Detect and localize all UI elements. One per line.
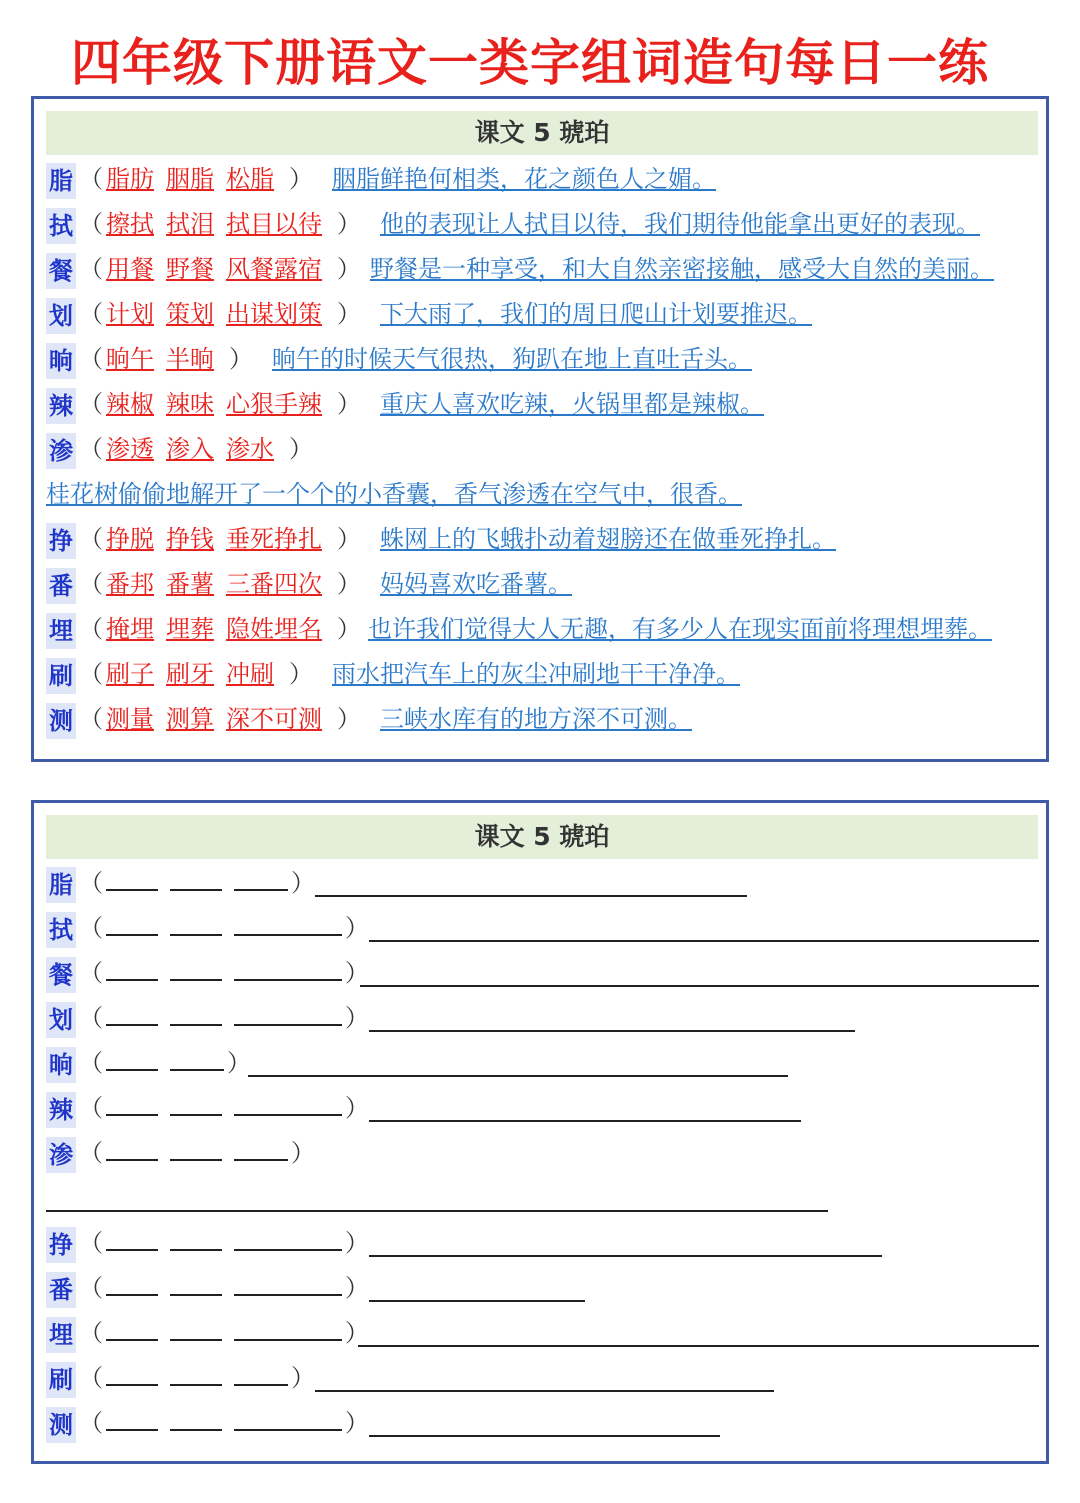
- word-blank[interactable]: [170, 998, 222, 1026]
- entry-row: 番 （ 番邦 番薯 三番四次 ） 妈妈喜欢吃番薯。: [46, 564, 572, 604]
- word-blank[interactable]: [106, 1043, 158, 1071]
- word: 出谋划策: [226, 300, 322, 328]
- practice-row: 辣 （ ）: [46, 1088, 372, 1128]
- word: 冲刷: [226, 660, 274, 688]
- sentence-blank[interactable]: [248, 1075, 788, 1077]
- word-blank[interactable]: [106, 863, 158, 891]
- word: 晌午: [106, 345, 154, 373]
- practice-row: 刷 （ ）: [46, 1358, 318, 1398]
- word: 野餐: [166, 255, 214, 283]
- word-blank[interactable]: [234, 953, 342, 981]
- word: 半晌: [166, 345, 214, 373]
- word: 脂肪: [106, 165, 154, 193]
- sentence-blank[interactable]: [369, 1300, 585, 1302]
- entry-row: 划 （ 计划 策划 出谋划策 ） 下大雨了，我们的周日爬山计划要推迟。: [46, 294, 812, 334]
- entry-char: 埋: [46, 613, 76, 649]
- entry-char: 埋: [46, 1317, 76, 1353]
- word: 番薯: [166, 570, 214, 598]
- sentence-blank[interactable]: [369, 1030, 855, 1032]
- word: 埋葬: [166, 615, 214, 643]
- entry-char: 刷: [46, 1362, 76, 1398]
- lesson-header: 课文 5 琥珀: [46, 111, 1038, 155]
- sentence: 妈妈喜欢吃番薯。: [380, 570, 572, 598]
- word-blank[interactable]: [234, 998, 342, 1026]
- sentence: 胭脂鲜艳何相类，花之颜色人之媚。: [332, 165, 716, 193]
- sentence-blank[interactable]: [46, 1210, 828, 1212]
- practice-row: 渗 （ ）: [46, 1133, 318, 1173]
- word-blank[interactable]: [170, 1358, 222, 1386]
- entry-char: 晌: [46, 1047, 76, 1083]
- sentence: 下大雨了，我们的周日爬山计划要推迟。: [380, 300, 812, 328]
- entry-row: 餐 （ 用餐 野餐 风餐露宿 ） 野餐是一种享受，和大自然亲密接触，感受大自然的美丽。: [46, 249, 994, 289]
- entry-char: 划: [46, 1002, 76, 1038]
- lesson-header: 课文 5 琥珀: [46, 815, 1038, 859]
- word: 策划: [166, 300, 214, 328]
- word-blank[interactable]: [234, 1088, 342, 1116]
- word-blank[interactable]: [234, 1133, 288, 1161]
- practice-row: 脂 （ ）: [46, 863, 318, 903]
- entry-char: 番: [46, 1272, 76, 1308]
- word-blank[interactable]: [170, 1268, 222, 1296]
- sentence-blank[interactable]: [315, 895, 747, 897]
- entry-char: 划: [46, 298, 76, 334]
- sentence: 桂花树偷偷地解开了一个个的小香囊，香气渗透在空气中，很香。: [46, 480, 742, 508]
- entry-char: 番: [46, 568, 76, 604]
- practice-row: 餐 （ ）: [46, 953, 372, 993]
- sentence-blank[interactable]: [369, 940, 1039, 942]
- page-title: 四年级下册语文一类字组词造句每日一练: [71, 34, 989, 92]
- practice-row: 挣 （ ）: [46, 1223, 372, 1263]
- word-blank[interactable]: [170, 1088, 222, 1116]
- entry-row: 脂 （ 脂肪 胭脂 松脂 ） 胭脂鲜艳何相类，花之颜色人之媚。: [46, 159, 716, 199]
- entry-char: 餐: [46, 253, 76, 289]
- word-blank[interactable]: [234, 1313, 342, 1341]
- word: 隐姓埋名: [226, 615, 322, 643]
- entry-char: 脂: [46, 163, 76, 199]
- sentence: 蛛网上的飞蛾扑动着翅膀还在做垂死挣扎。: [380, 525, 836, 553]
- entry-char: 挣: [46, 523, 76, 559]
- word: 挣脱: [106, 525, 154, 553]
- word: 心狠手辣: [226, 390, 322, 418]
- practice-row: 番 （ ）: [46, 1268, 372, 1308]
- sentence-blank[interactable]: [360, 985, 1039, 987]
- word-blank[interactable]: [234, 908, 342, 936]
- sentence: 雨水把汽车上的灰尘冲刷地干干净净。: [332, 660, 740, 688]
- sentence: 也许我们觉得大人无趣，有多少人在现实面前将理想埋葬。: [368, 615, 992, 643]
- word: 擦拭: [106, 210, 154, 238]
- word: 胭脂: [166, 165, 214, 193]
- word: 掩埋: [106, 615, 154, 643]
- entry-char: 渗: [46, 433, 76, 469]
- entry-row: [46, 474, 742, 514]
- practice-row: 拭 （ ）: [46, 908, 372, 948]
- word: 番邦: [106, 570, 154, 598]
- entry-char: 测: [46, 703, 76, 739]
- word: 垂死挣扎: [226, 525, 322, 553]
- word-blank[interactable]: [170, 863, 222, 891]
- word: 测算: [166, 705, 214, 733]
- entry-char: 测: [46, 1407, 76, 1443]
- word-blank[interactable]: [170, 1403, 222, 1431]
- word-blank[interactable]: [234, 1358, 288, 1386]
- word-blank[interactable]: [106, 1133, 158, 1161]
- word: 辣味: [166, 390, 214, 418]
- entry-char: 刷: [46, 658, 76, 694]
- practice-row: 晌 （ ）: [46, 1043, 254, 1083]
- word: 计划: [106, 300, 154, 328]
- word: 用餐: [106, 255, 154, 283]
- word-blank[interactable]: [170, 1133, 222, 1161]
- word: 松脂: [226, 165, 274, 193]
- word: 刷子: [106, 660, 154, 688]
- entry-char: 渗: [46, 1137, 76, 1173]
- entry-row: 晌 （ 晌午 半晌 ） 晌午的时候天气很热，狗趴在地上直吐舌头。: [46, 339, 752, 379]
- entry-row: 挣 （ 挣脱 挣钱 垂死挣扎 ） 蛛网上的飞蛾扑动着翅膀还在做垂死挣扎。: [46, 519, 836, 559]
- entry-char: 餐: [46, 957, 76, 993]
- word: 拭泪: [166, 210, 214, 238]
- entry-char: 脂: [46, 867, 76, 903]
- word: 辣椒: [106, 390, 154, 418]
- word: 深不可测: [226, 705, 322, 733]
- word: 渗水: [226, 435, 274, 463]
- word: 挣钱: [166, 525, 214, 553]
- word-blank[interactable]: [170, 1043, 224, 1071]
- entry-char: 晌: [46, 343, 76, 379]
- sentence-blank[interactable]: [369, 1435, 720, 1437]
- entry-char: 挣: [46, 1227, 76, 1263]
- entry-row: 辣 （ 辣椒 辣味 心狠手辣 ） 重庆人喜欢吃辣，火锅里都是辣椒。: [46, 384, 764, 424]
- word: 渗透: [106, 435, 154, 463]
- entry-char: 拭: [46, 912, 76, 948]
- word: 拭目以待: [226, 210, 322, 238]
- word-blank[interactable]: [170, 1223, 222, 1251]
- entry-row: 拭 （ 擦拭 拭泪 拭目以待 ） 他的表现让人拭目以待，我们期待他能拿出更好的表现。: [46, 204, 980, 244]
- word: 渗入: [166, 435, 214, 463]
- sentence: 晌午的时候天气很热，狗趴在地上直吐舌头。: [272, 345, 752, 373]
- entry-char: 辣: [46, 1092, 76, 1128]
- word-blank[interactable]: [106, 1403, 158, 1431]
- sentence: 重庆人喜欢吃辣，火锅里都是辣椒。: [380, 390, 764, 418]
- word-blank[interactable]: [106, 1268, 158, 1296]
- word: 风餐露宿: [226, 255, 322, 283]
- word-blank[interactable]: [106, 1223, 158, 1251]
- word-blank[interactable]: [106, 953, 158, 981]
- sentence-blank[interactable]: [358, 1345, 1039, 1347]
- sentence: 三峡水库有的地方深不可测。: [380, 705, 692, 733]
- practice-row: 埋 （ ）: [46, 1313, 372, 1353]
- practice-panel: [31, 800, 1049, 1464]
- practice-row: 划 （ ）: [46, 998, 372, 1038]
- word: 刷牙: [166, 660, 214, 688]
- answer-panel: [31, 96, 1049, 762]
- word: 三番四次: [226, 570, 322, 598]
- word-blank[interactable]: [234, 863, 288, 891]
- entry-row: 埋 （ 掩埋 埋葬 隐姓埋名 ） 也许我们觉得大人无趣，有多少人在现实面前将理想埋葬。: [46, 609, 992, 649]
- word-blank[interactable]: [106, 1088, 158, 1116]
- word-blank[interactable]: [106, 998, 158, 1026]
- sentence-blank[interactable]: [315, 1390, 774, 1392]
- sentence: 他的表现让人拭目以待，我们期待他能拿出更好的表现。: [380, 210, 980, 238]
- word-blank[interactable]: [106, 1313, 158, 1341]
- sentence: 野餐是一种享受，和大自然亲密接触，感受大自然的美丽。: [370, 255, 994, 283]
- word-blank[interactable]: [106, 908, 158, 936]
- entry-char: 拭: [46, 208, 76, 244]
- sentence-blank[interactable]: [369, 1255, 882, 1257]
- entry-row: 渗 （ 渗透 渗入 渗水 ）: [46, 429, 316, 469]
- word-blank[interactable]: [106, 1358, 158, 1386]
- word-blank[interactable]: [234, 1223, 342, 1251]
- word: 测量: [106, 705, 154, 733]
- practice-row: 测 （ ）: [46, 1403, 372, 1443]
- word-blank[interactable]: [170, 908, 222, 936]
- word-blank[interactable]: [170, 1313, 222, 1341]
- entry-row: 测 （ 测量 测算 深不可测 ） 三峡水库有的地方深不可测。: [46, 699, 692, 739]
- sentence-blank[interactable]: [369, 1120, 801, 1122]
- word-blank[interactable]: [234, 1268, 342, 1296]
- entry-row: 刷 （ 刷子 刷牙 冲刷 ） 雨水把汽车上的灰尘冲刷地干干净净。: [46, 654, 740, 694]
- entry-char: 辣: [46, 388, 76, 424]
- word-blank[interactable]: [234, 1403, 342, 1431]
- word-blank[interactable]: [170, 953, 222, 981]
